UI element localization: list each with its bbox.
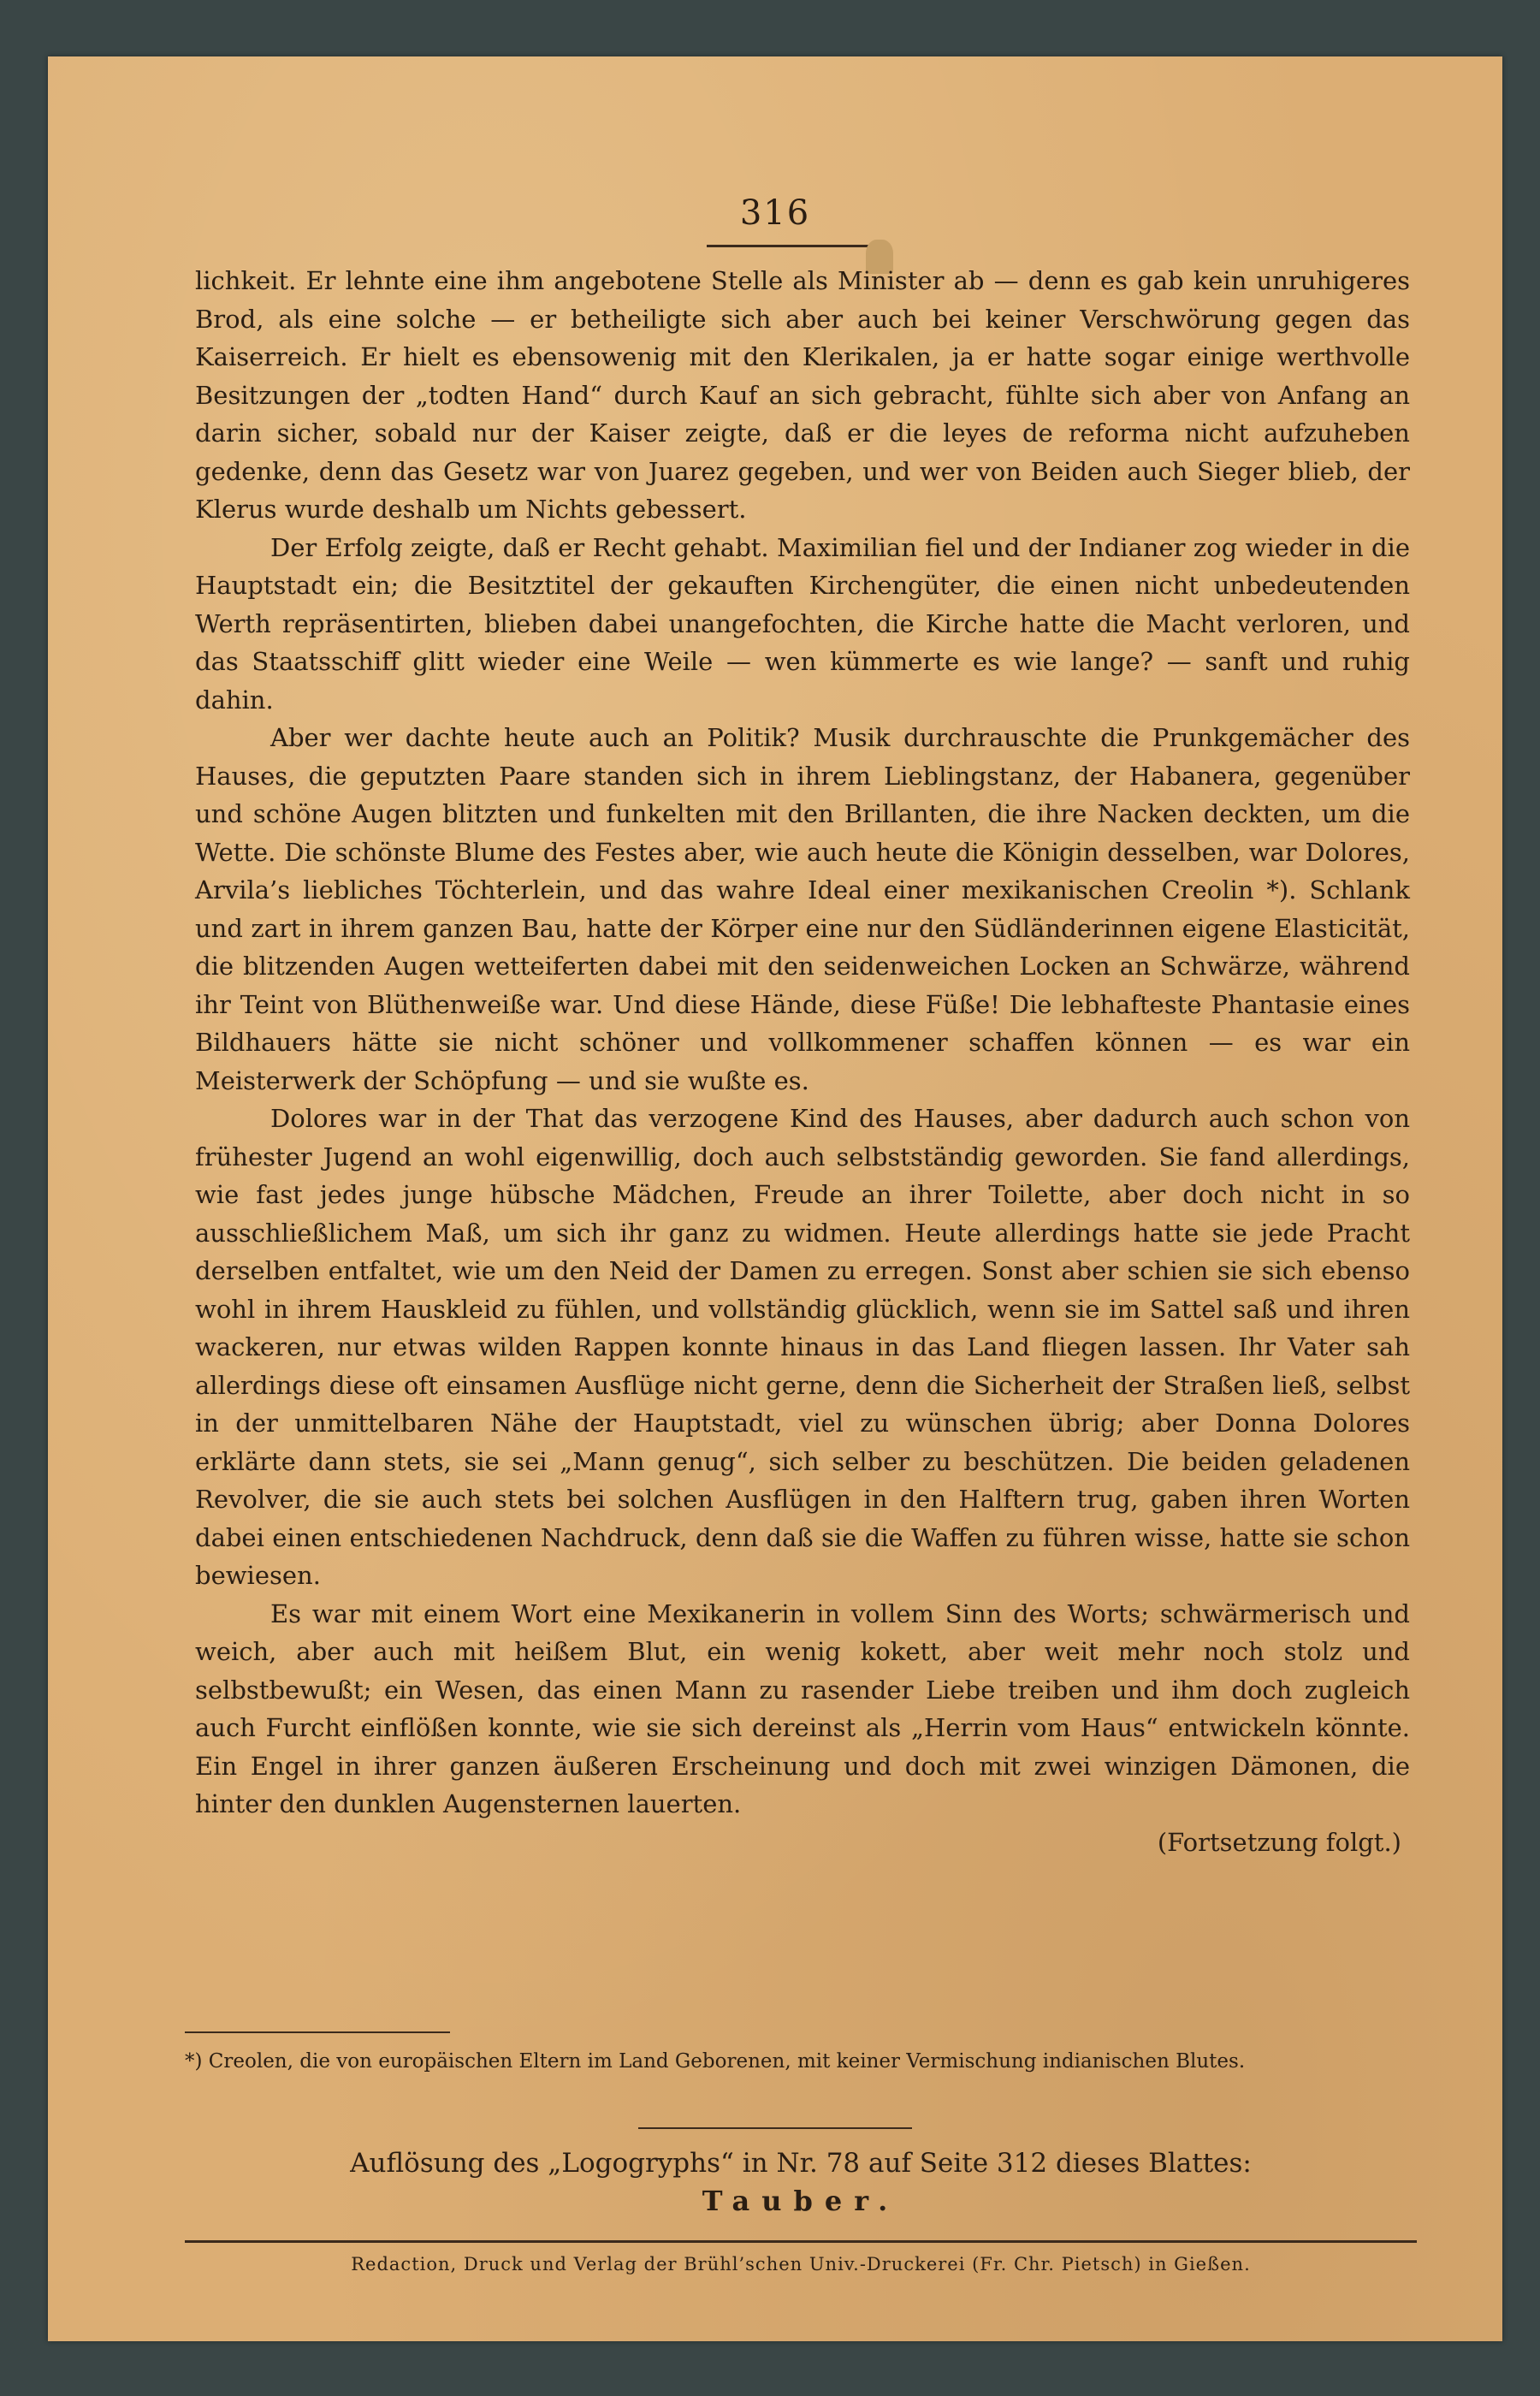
page-number: 316 xyxy=(739,193,811,233)
article-body xyxy=(195,262,1410,1861)
solution-answer: Tauber. xyxy=(702,2185,900,2217)
paragraph-5: Es war mit einem Wort eine Mexikanerin in vollem Sinn des Worts; schwärmerisch und weich, aber auch mit heißem Blut, ein wenig kokett, aber weit mehr noch stolz und selbstbewußt; ein Wesen, das einen Mann zu rasender Liebe treiben und ihm doch zugleich auch Furcht einflößen konnte, wie sie sich dereinst als „Herrin vom Haus“ entwickeln könnte. Ein Engel in ihrer ganzen äußeren Erscheinung und doch mit zwei winzigen Dämonen, die hinter den dunklen Augensternen lauerten. xyxy=(195,1598,1410,1818)
footnote-rule xyxy=(185,2031,450,2033)
solution-text: Auflösung des „Logogryphs“ in Nr. 78 auf Seite 312 dieses Blattes: xyxy=(350,2148,1252,2179)
imprint: Redaction, Druck und Verlag der Brühl’schen Univ.-Druckerei (Fr. Chr. Pietsch) in Gießen. xyxy=(351,2254,1251,2274)
puzzle-solution xyxy=(185,2144,1417,2220)
newspaper-page xyxy=(48,56,1502,2341)
section-divider xyxy=(638,2127,912,2129)
imprint-rule xyxy=(185,2240,1417,2243)
paragraph-4: Dolores war in der That das verzogene Kind des Hauses, aber dadurch auch schon von frühester Jugend an wohl eigenwillig, doch auch selbstständig geworden. Sie fand allerdings, wie fast jedes junge hübsche Mädchen, Freude an ihrer Toilette, aber doch nicht in so ausschließlichem Maß, um sich ihr ganz zu widmen. Heute allerdings hatte sie jede Pracht derselben entfaltet, wie um den Neid der Damen zu erregen. Sonst aber schien sie sich ebenso wohl in ihrem Hauskleid zu fühlen, und vollständig glücklich, wenn sie im Sattel saß und ihren wackeren, nur etwas wilden Rappen konnte hinaus in das Land fliegen lassen. Ihr Vater sah allerdings diese oft einsamen Ausflüge nicht gerne, denn die Sicherheit der Straßen ließ, selbst in der unmittelbaren Nähe der Hauptstadt, viel zu wünschen übrig; aber Donna Dolores erklärte dann stets, sie sei „Mann genug“, sich selber zu beschützen. Die beiden geladenen Revolver, die sie auch stets bei solchen Ausflügen in den Halftern trug, gaben ihren Worten dabei einen entschiedenen Nachdruck, denn daß sie die Waffen zu führen wisse, hatte sie schon bewiesen. xyxy=(195,1104,1410,1590)
paragraph-2: Der Erfolg zeigte, daß er Recht gehabt. Maximilian fiel und der Indianer zog wieder in die Hauptstadt ein; die Besitztitel der gekauften Kirchengüter, die einen nicht unbedeutenden Werth repräsentirten, blieben dabei unangefochten, die Kirche hatte die Macht verloren, und das Staatsschiff glitt wieder eine Weile — wen kümmerte es wie lange? — sanft und ruhig dahin. xyxy=(195,532,1410,715)
footnote: *) Creolen, die von europäischen Eltern im Land Geborenen, mit keiner Vermischung indianischen Blutes. xyxy=(185,2050,1246,2073)
page-number-rule xyxy=(707,245,878,247)
paragraph-3: Aber wer dachte heute auch an Politik? Musik durchrauschte die Prunkgemächer des Hauses, die geputzten Paare standen sich in ihrem Lieblingstanz, der Habanera, gegenüber und schöne Augen blitzten und funkelten mit den Brillanten, die ihre Nacken deckten, um die Wette. Die schönste Blume des Festes aber, wie auch heute die Königin desselben, war Dolores, Arvila’s liebliches Töchterlein, und das wahre Ideal einer mexikanischen Creolin *). Schlank und zart in ihrem ganzen Bau, hatte der Körper eine nur den Südländerinnen eigene Elasticität, die blitzenden Augen wetteiferten dabei mit den seidenweichen Locken an Schwärze, während ihr Teint von Blüthenweiße war. Und diese Hände, diese Füße! Die lebhafteste Phantasie eines Bildhauers hätte sie nicht schöner und vollkommener schaffen können — es war ein Meisterwerk der Schöpfung — und sie wußte es. xyxy=(195,723,1410,1095)
continued-note: (Fortsetzung folgt.) xyxy=(1157,1827,1401,1857)
paragraph-1: lichkeit. Er lehnte eine ihm angebotene Stelle als Minister ab — denn es gab kein unruhigeres Brod, als eine solche — er betheiligte sich aber auch bei keiner Verschwörung gegen das Kaiserreich. Er hielt es ebensowenig mit den Klerikalen, ja er hatte sogar einige werthvolle Besitzungen der „todten Hand“ durch Kauf an sich gebracht, fühlte sich aber von Anfang an darin sicher, sobald nur der Kaiser zeigte, daß er die leyes de reforma nicht aufzuheben gedenke, denn das Gesetz war von Juarez gegeben, und wer von Beiden auch Sieger blieb, der Klerus wurde deshalb um Nichts gebessert. xyxy=(195,266,1410,524)
